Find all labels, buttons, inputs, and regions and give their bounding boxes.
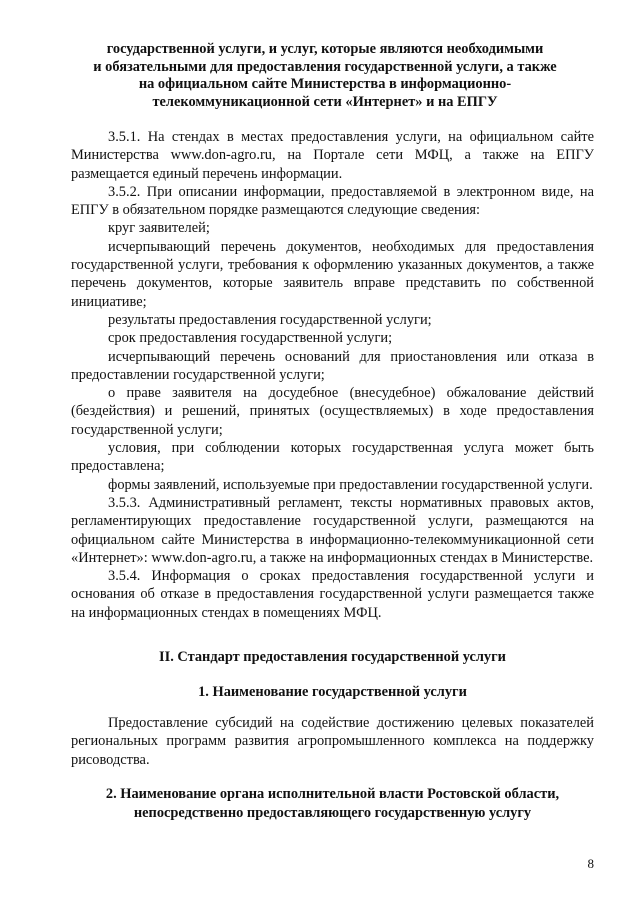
subsection-title-authority [71, 785, 594, 822]
list-item-appeal-right: о праве заявителя на досудебное (внесудебное) обжалование действий (бездействия) и решений, принятых (осуществляемых) в ходе предоставления государственной услуги; [71, 385, 594, 438]
paragraph-3-5-3: 3.5.3. Административный регламент, тексты нормативных правовых актов, регламентирующих предоставление государственной услуги, размещаются на официальном сайте Министерства в информационно-телекоммуникационной сети «Интернет»: www.don-agro.ru, а также на информационных стендах в Министерстве. [71, 494, 594, 566]
paragraph-3-5-1: 3.5.1. На стендах в местах предоставления услуги, на официальном сайте Министерства www.don-agro.ru, на Портале сети МФЦ, а также на ЕПГУ размещается единый перечень информации. [71, 129, 594, 182]
section-heading [60, 41, 590, 111]
list-item-forms: формы заявлений, используемые при предоставлении государственной услуги. [108, 476, 593, 493]
heading-line: на официальном сайте Министерства в информационно- [138, 76, 512, 93]
subsection-title-service-name: 1. Наименование государственной услуги [198, 684, 467, 700]
subsection-title-line: 2. Наименование органа исполнительной власти Ростовской области, [105, 786, 560, 802]
list-item-term: срок предоставления государственной услуги; [108, 330, 393, 347]
list-item-conditions: условия, при соблюдении которых государственная услуга может быть предоставлена; [71, 440, 594, 475]
section-title-standard: II. Стандарт предоставления государственной услуги [159, 649, 506, 665]
list-item-refusal-grounds: исчерпывающий перечень оснований для приостановления или отказа в предоставлении государственной услуги; [71, 348, 594, 383]
heading-line: и обязательными для предоставления государственной услуги, а также [93, 58, 557, 75]
list-item-documents: исчерпывающий перечень документов, необходимых для предоставления государственной услуги, требования к оформлению указанных документов, а также перечень документов, которые заявитель вправе представить по собственной инициативе; [71, 238, 594, 310]
subsection-title-line: непосредственно предоставляющего государственную услугу [133, 804, 532, 821]
paragraph-3-5-4: 3.5.4. Информация о сроках предоставления государственной услуги и основания об отказе в предоставления государственной услуги размещается также на информационных стендах в помещениях МФЦ. [71, 568, 594, 621]
heading-line: государственной услуги, и услуг, которые являются необходимыми [106, 41, 544, 57]
list-item-results: результаты предоставления государственной услуги; [108, 311, 432, 328]
page-number: 8 [587, 856, 594, 871]
heading-line: телекоммуникационной сети «Интернет» и на ЕПГУ [152, 93, 498, 110]
body-text [71, 128, 594, 622]
list-item-applicants: круг заявителей; [108, 220, 210, 237]
paragraph-3-5-2: 3.5.2. При описании информации, предоставляемой в электронном виде, на ЕПГУ в обязательном порядке размещаются следующие сведения: [71, 183, 594, 219]
paragraph-service-name: Предоставление субсидий на содействие достижению целевых показателей региональных программ развития агропромышленного комплекса на поддержку рисоводства. [71, 715, 594, 768]
